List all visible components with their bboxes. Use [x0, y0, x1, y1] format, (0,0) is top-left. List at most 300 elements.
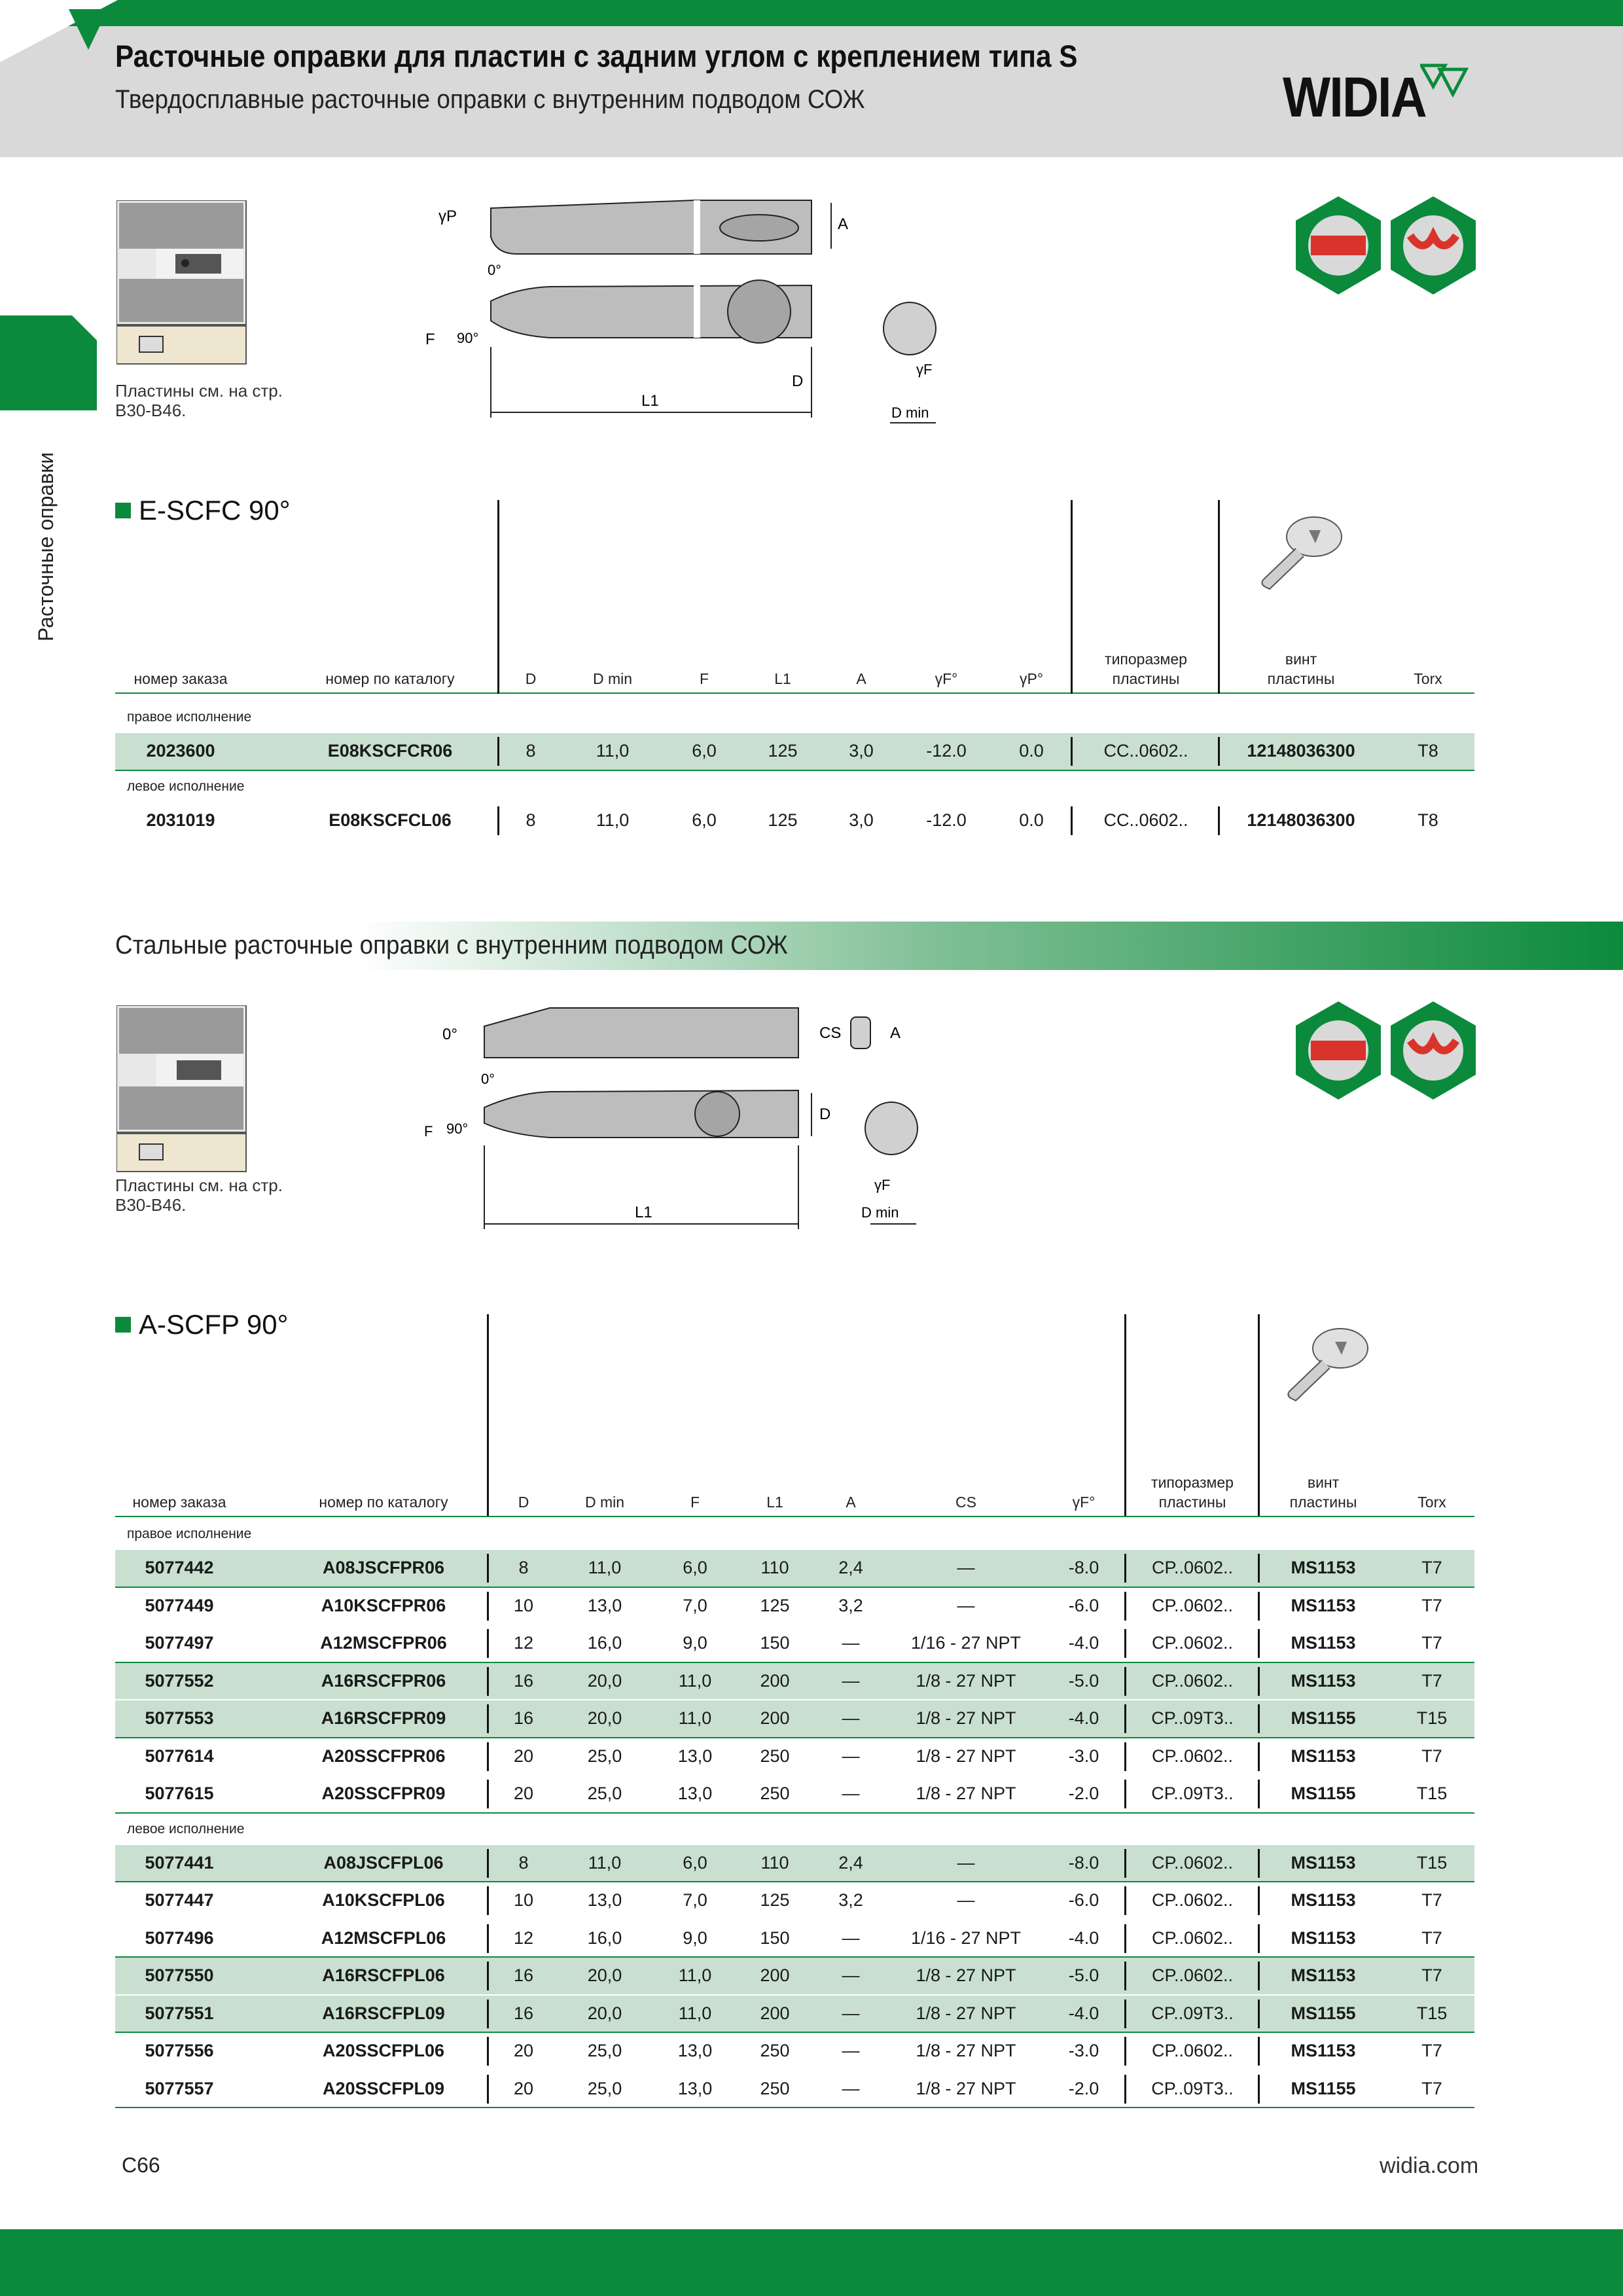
cell-cs: 1/8 - 27 NPT	[916, 2003, 1016, 2023]
table-header	[115, 648, 1474, 694]
col-divider	[487, 1962, 489, 1990]
cell-order: 2023600	[146, 741, 215, 761]
col-divider	[1258, 2037, 1260, 2066]
cell-l1: 250	[760, 1746, 790, 1766]
col-insert-size: типоразмер пластины	[1105, 651, 1187, 687]
application-icons-2	[1293, 1001, 1482, 1106]
cell-order: 5077496	[145, 1928, 214, 1948]
cell-order: 5077447	[145, 1890, 214, 1910]
table-header	[115, 1471, 1474, 1517]
label-l1: L1	[635, 1204, 652, 1221]
cell-catalog: A20SSCFPL09	[322, 2078, 445, 2098]
cell-order: 5077442	[145, 1558, 214, 1577]
col-gf: γF°	[935, 670, 958, 687]
col-divider	[1258, 1962, 1260, 1990]
cell-a: 2,4	[838, 1852, 863, 1873]
section1-title-text: E-SCFC 90°	[139, 495, 291, 526]
cell-a: 2,4	[838, 1558, 863, 1577]
cell-dmin: 13,0	[587, 1890, 622, 1910]
cell-torx: T8	[1418, 741, 1438, 761]
label-dmin: D min	[891, 404, 929, 421]
cell-catalog: E08KSCFCR06	[327, 741, 453, 761]
section1-title	[115, 495, 291, 526]
cell-dmin: 25,0	[587, 1746, 622, 1766]
col-divider	[487, 2037, 489, 2066]
cell-l1: 250	[760, 1784, 790, 1803]
cell-torx: T7	[1421, 1558, 1442, 1577]
cell-torx: T15	[1416, 2003, 1448, 2023]
cell-insert: CP..09T3..	[1151, 2003, 1234, 2023]
cell-gf: -3.0	[1068, 2041, 1099, 2060]
col-divider	[1258, 1592, 1260, 1621]
cell-gf: -2.0	[1068, 1784, 1099, 1803]
cell-d: 16	[513, 1670, 534, 1691]
cell-a: —	[842, 1746, 860, 1766]
cell-insert: CP..09T3..	[1151, 1708, 1234, 1728]
cell-a: —	[842, 1928, 860, 1948]
cell-f: 6,0	[692, 741, 717, 761]
cell-cs: —	[957, 1890, 975, 1910]
cell-order: 5077552	[145, 1670, 214, 1691]
cell-f: 11,0	[678, 2003, 712, 2023]
col-divider	[1124, 1886, 1126, 1915]
cell-f: 11,0	[678, 1670, 712, 1691]
cell-gf: -3.0	[1068, 1746, 1099, 1766]
col-divider	[1258, 1554, 1260, 1583]
cell-d: 16	[513, 2003, 534, 2023]
cell-cs: 1/8 - 27 NPT	[916, 1670, 1016, 1691]
table-row	[115, 1625, 1474, 1663]
cell-dmin: 20,0	[587, 1670, 622, 1691]
cell-d: 8	[518, 1558, 529, 1577]
cell-gf: -4.0	[1068, 1633, 1099, 1653]
cell-d: 16	[513, 1708, 534, 1728]
col-divider	[1258, 1667, 1260, 1696]
boring-setup-illustration-1	[116, 200, 247, 365]
cell-dmin: 25,0	[587, 2078, 622, 2098]
cell-torx: T7	[1421, 1890, 1442, 1910]
cell-a: —	[842, 2041, 860, 2060]
cell-f: 11,0	[678, 1965, 712, 1985]
cell-a: —	[842, 1784, 860, 1803]
inserts-note-1	[115, 381, 283, 420]
cell-f: 13,0	[677, 1784, 713, 1803]
cell-d: 10	[513, 1890, 534, 1910]
cell-l1: 200	[760, 1670, 790, 1691]
table-row	[115, 1700, 1474, 1738]
cell-gf: -4.0	[1068, 1708, 1099, 1728]
col-divider	[1218, 806, 1220, 835]
cell-dmin: 16,0	[587, 1633, 622, 1653]
label-0deg: 0°	[488, 262, 502, 278]
cell-l1: 150	[760, 1928, 790, 1948]
cell-cs: 1/8 - 27 NPT	[916, 1965, 1016, 1985]
cell-order: 5077441	[145, 1852, 214, 1873]
table-row	[115, 1588, 1474, 1626]
col-order-number: номер заказа	[134, 670, 228, 687]
table-row	[115, 1958, 1474, 1996]
cell-dmin: 25,0	[587, 1784, 622, 1803]
cell-torx: T7	[1421, 1965, 1442, 1985]
col-divider	[1258, 1742, 1260, 1771]
cell-insert: CP..0602..	[1151, 2041, 1234, 2060]
col-divider	[487, 1780, 489, 1808]
cell-torx: T7	[1421, 2078, 1442, 2098]
table-row	[115, 802, 1474, 840]
label-d: D	[819, 1105, 831, 1123]
cell-cs: 1/8 - 27 NPT	[916, 2041, 1016, 2060]
inserts-note-line2: B30-B46.	[115, 401, 187, 420]
cell-order: 5077551	[145, 2003, 214, 2023]
col-divider	[487, 1924, 489, 1953]
cell-f: 9,0	[683, 1928, 707, 1948]
cell-catalog: A16RSCFPL09	[322, 2003, 445, 2023]
cell-torx: T7	[1421, 1928, 1442, 1948]
cell-a: —	[842, 1708, 860, 1728]
cell-gf: -12.0	[926, 741, 967, 761]
col-gp: γP°	[1019, 670, 1044, 687]
col-divider	[497, 737, 499, 766]
cell-dmin: 11,0	[588, 1852, 622, 1873]
cell-dmin: 20,0	[587, 1708, 622, 1728]
cell-catalog: A16RSCFPR09	[321, 1708, 446, 1728]
col-divider	[1218, 737, 1220, 766]
row-group-label: левое исполнение	[127, 778, 245, 794]
col-catalog-number: номер по каталогу	[325, 670, 455, 687]
label-cs: CS	[819, 1024, 842, 1042]
cell-f: 9,0	[683, 1633, 707, 1653]
cell-cs: 1/8 - 27 NPT	[916, 2078, 1016, 2098]
cell-torx: T15	[1416, 1708, 1448, 1728]
table-row	[115, 2071, 1474, 2109]
col-divider	[1071, 500, 1073, 694]
cell-cs: —	[957, 1595, 975, 1615]
cell-l1: 125	[760, 1595, 790, 1615]
cell-f: 13,0	[677, 2078, 713, 2098]
label-a: A	[838, 215, 849, 233]
cell-gf: -12.0	[926, 810, 967, 830]
cell-cs: 1/16 - 27 NPT	[910, 1928, 1022, 1948]
cell-d: 20	[513, 1746, 534, 1766]
cell-dmin: 20,0	[587, 2003, 622, 2023]
cell-a: —	[842, 1633, 860, 1653]
col-divider	[1258, 1629, 1260, 1658]
label-gf: γF	[874, 1177, 891, 1193]
col-a: A	[856, 670, 866, 687]
insert-screw-icon	[1276, 1322, 1374, 1407]
cell-a: 3,2	[838, 1890, 863, 1910]
label-dmin: D min	[861, 1204, 899, 1221]
cell-insert: CP..09T3..	[1151, 1784, 1234, 1803]
page-title: Расточные оправки для пластин с задним углом с креплением типа S	[115, 39, 1078, 73]
col-insert-size: типоразмер пластины	[1151, 1474, 1234, 1511]
col-divider	[487, 2000, 489, 2028]
cell-d: 12	[513, 1928, 534, 1948]
col-divider	[1124, 1849, 1126, 1878]
cell-f: 13,0	[677, 2041, 713, 2060]
cell-gf: -5.0	[1068, 1670, 1099, 1691]
section-marker-icon	[115, 1317, 131, 1333]
tool-dimension-drawing-1	[419, 190, 955, 439]
cell-dmin: 13,0	[587, 1595, 622, 1615]
cell-insert: CC..0602..	[1103, 810, 1188, 830]
col-divider	[487, 1704, 489, 1733]
cell-catalog: A16RSCFPL06	[322, 1965, 445, 1985]
col-dmin: D min	[592, 670, 633, 687]
side-tab	[0, 315, 97, 410]
cell-a: 3,0	[849, 741, 874, 761]
col-divider	[487, 1314, 489, 1516]
label-90deg: 90°	[457, 330, 479, 346]
application-icons-1	[1293, 196, 1482, 301]
cell-dmin: 16,0	[587, 1928, 622, 1948]
label-l1: L1	[641, 392, 659, 410]
col-divider	[1258, 1704, 1260, 1733]
cell-cs: 1/8 - 27 NPT	[916, 1746, 1016, 1766]
cell-cs: 1/16 - 27 NPT	[910, 1633, 1022, 1653]
cell-l1: 200	[760, 1965, 790, 1985]
cell-insert: CP..0602..	[1151, 1852, 1234, 1873]
label-0deg-2: 0°	[481, 1071, 495, 1087]
cell-a: —	[842, 1965, 860, 1985]
cell-screw: MS1153	[1291, 1928, 1356, 1948]
col-divider	[1124, 1962, 1126, 1990]
table-row	[115, 1845, 1474, 1883]
cell-order: 5077556	[145, 2041, 214, 2060]
inserts-note-line1: Пластины см. на стр.	[115, 381, 283, 401]
col-divider	[1258, 1924, 1260, 1953]
col-l1: L1	[774, 670, 791, 687]
col-insert-screw: винт пластины	[1267, 651, 1335, 687]
section2-title-text: A-SCFP 90°	[139, 1309, 289, 1340]
row-group-label: левое исполнение	[127, 1821, 245, 1837]
cell-screw: MS1155	[1291, 2003, 1356, 2023]
cell-insert: CP..0602..	[1151, 1670, 1234, 1691]
label-d: D	[792, 372, 804, 390]
insert-screw-icon	[1250, 511, 1348, 596]
col-divider	[1124, 1780, 1126, 1808]
cell-gf: -8.0	[1068, 1558, 1099, 1577]
cell-d: 12	[513, 1633, 534, 1653]
table-row	[115, 1996, 1474, 2034]
table-a-scfp-body	[115, 1518, 1474, 2108]
cell-insert: CP..09T3..	[1151, 2078, 1234, 2098]
col-divider	[1124, 2037, 1126, 2066]
cell-screw: MS1153	[1291, 1890, 1356, 1910]
cell-f: 6,0	[692, 810, 717, 830]
cell-dmin: 20,0	[587, 1965, 622, 1985]
col-divider	[1258, 2075, 1260, 2104]
col-divider	[1124, 2000, 1126, 2028]
cell-d: 20	[513, 2041, 534, 2060]
cell-screw: MS1153	[1291, 1633, 1356, 1653]
cell-screw: MS1155	[1291, 1784, 1356, 1803]
col-divider	[487, 1849, 489, 1878]
col-f: F	[690, 1494, 700, 1511]
cell-torx: T15	[1416, 1784, 1448, 1803]
col-divider	[1071, 806, 1073, 835]
col-divider	[1124, 1742, 1126, 1771]
widia-logo: WIDIA	[1283, 66, 1426, 129]
col-l1: L1	[766, 1494, 783, 1511]
col-a: A	[846, 1494, 856, 1511]
table-row	[115, 733, 1474, 771]
cell-gf: -6.0	[1068, 1890, 1099, 1910]
cell-catalog: A12MSCFPL06	[321, 1928, 446, 1948]
boring-setup-illustration-2	[116, 1005, 247, 1173]
table-a-scfp	[115, 1471, 1474, 1517]
cell-l1: 110	[760, 1852, 789, 1873]
col-divider	[487, 2075, 489, 2104]
cell-d: 8	[526, 810, 536, 830]
cell-dmin: 25,0	[587, 2041, 622, 2060]
cell-torx: T7	[1421, 2041, 1442, 2060]
cell-f: 6,0	[683, 1852, 707, 1873]
cell-dmin: 11,0	[588, 1558, 622, 1577]
page-number: C66	[122, 2153, 160, 2177]
table-row	[115, 2033, 1474, 2071]
cell-insert: CC..0602..	[1103, 741, 1188, 761]
cell-catalog: A20SSCFPL06	[322, 2041, 445, 2060]
cell-catalog: A08JSCFPR06	[322, 1558, 445, 1577]
website-link[interactable]: widia.com	[1380, 2153, 1479, 2178]
cell-insert: CP..0602..	[1151, 1633, 1234, 1653]
label-a: A	[890, 1024, 901, 1042]
side-section-label: Расточные оправки	[34, 452, 58, 641]
col-divider	[487, 1629, 489, 1658]
cell-catalog: A10KSCFPR06	[321, 1595, 446, 1615]
col-d: D	[518, 1494, 529, 1511]
col-divider	[1218, 500, 1220, 694]
inserts-note-line2: B30-B46.	[115, 1195, 187, 1215]
cell-screw: MS1153	[1291, 1670, 1356, 1691]
cell-gf: -2.0	[1068, 2078, 1099, 2098]
cell-screw: MS1153	[1291, 2041, 1356, 2060]
page-subtitle: Твердосплавные расточные оправки с внутренним подводом СОЖ	[115, 85, 865, 114]
cell-a: 3,0	[849, 810, 874, 830]
col-gf: γF°	[1072, 1494, 1096, 1511]
col-divider	[487, 1667, 489, 1696]
cell-cs: —	[957, 1852, 975, 1873]
cell-order: 5077553	[145, 1708, 214, 1728]
cell-screw: 12148036300	[1247, 741, 1355, 761]
cell-insert: CP..0602..	[1151, 1890, 1234, 1910]
cell-gf: -4.0	[1068, 2003, 1099, 2023]
section-marker-icon	[115, 503, 131, 518]
col-divider	[487, 1554, 489, 1583]
cell-d: 8	[526, 741, 536, 761]
cell-cs: —	[957, 1558, 975, 1577]
cell-l1: 200	[760, 1708, 790, 1728]
col-divider	[1124, 1704, 1126, 1733]
col-insert-screw: винт пластины	[1289, 1474, 1357, 1511]
cell-f: 11,0	[678, 1708, 712, 1728]
cell-gp: 0.0	[1019, 810, 1044, 830]
row-group-label: правое исполнение	[127, 709, 252, 725]
band-title: Стальные расточные оправки с внутренним подводом СОЖ	[115, 931, 788, 960]
col-divider	[1071, 737, 1073, 766]
cell-l1: 110	[760, 1558, 789, 1577]
col-divider	[487, 1742, 489, 1771]
cell-l1: 125	[768, 741, 798, 761]
cell-gf: -8.0	[1068, 1852, 1099, 1873]
table-row	[115, 1663, 1474, 1701]
cell-order: 5077449	[145, 1595, 214, 1615]
cell-f: 6,0	[683, 1558, 707, 1577]
col-divider	[1258, 1849, 1260, 1878]
cell-f: 7,0	[683, 1595, 707, 1615]
col-divider	[1124, 1629, 1126, 1658]
col-divider	[1124, 1667, 1126, 1696]
col-divider	[1124, 1592, 1126, 1621]
cell-a: —	[842, 2003, 860, 2023]
cell-catalog: A08JSCFPL06	[323, 1852, 444, 1873]
cell-screw: MS1155	[1291, 1708, 1356, 1728]
cell-order: 5077497	[145, 1633, 214, 1653]
cell-d: 8	[518, 1852, 529, 1873]
col-divider	[1124, 1554, 1126, 1583]
cell-torx: T15	[1416, 1852, 1448, 1873]
table-row	[115, 1882, 1474, 1920]
cell-screw: MS1153	[1291, 1965, 1356, 1985]
top-green-bar	[0, 0, 1623, 26]
label-gp: γP	[438, 207, 457, 225]
col-divider	[487, 1886, 489, 1915]
cell-screw: 12148036300	[1247, 810, 1355, 830]
cell-screw: MS1153	[1291, 1558, 1356, 1577]
col-divider	[1258, 1314, 1260, 1516]
cell-catalog: A20SSCFPR09	[321, 1784, 446, 1803]
inserts-note-2	[115, 1175, 283, 1215]
col-divider	[1124, 1314, 1126, 1516]
cell-a: 3,2	[838, 1595, 863, 1615]
cell-l1: 250	[760, 2041, 790, 2060]
inserts-note-line1: Пластины см. на стр.	[115, 1175, 283, 1195]
label-gf: γF	[916, 361, 933, 378]
table-row	[115, 1776, 1474, 1814]
cell-dmin: 11,0	[596, 810, 630, 830]
table-e-scfc-body	[115, 702, 1474, 840]
cell-l1: 125	[768, 810, 798, 830]
cell-order: 2031019	[146, 810, 215, 830]
corner-triangle-icon	[69, 9, 108, 55]
cell-screw: MS1155	[1291, 2078, 1356, 2098]
cell-catalog: E08KSCFCL06	[329, 810, 452, 830]
cell-l1: 125	[760, 1890, 790, 1910]
col-divider	[497, 806, 499, 835]
cell-dmin: 11,0	[596, 741, 630, 761]
cell-catalog: A12MSCFPR06	[320, 1633, 447, 1653]
section2-title	[115, 1309, 288, 1340]
cell-cs: 1/8 - 27 NPT	[916, 1708, 1016, 1728]
col-divider	[487, 1592, 489, 1621]
cell-order: 5077557	[145, 2078, 214, 2098]
col-divider	[1124, 2075, 1126, 2104]
widia-logo-mark-icon	[1420, 60, 1472, 106]
cell-d: 16	[513, 1965, 534, 1985]
cell-a: —	[842, 2078, 860, 2098]
cell-d: 20	[513, 2078, 534, 2098]
row-group-label: правое исполнение	[127, 1526, 252, 1541]
label-f: F	[425, 331, 435, 348]
cell-f: 7,0	[683, 1890, 707, 1910]
cell-screw: MS1153	[1291, 1852, 1356, 1873]
label-90deg: 90°	[446, 1121, 469, 1137]
cell-order: 5077615	[145, 1784, 214, 1803]
cell-catalog: A10KSCFPL06	[322, 1890, 445, 1910]
cell-screw: MS1153	[1291, 1595, 1356, 1615]
cell-order: 5077614	[145, 1746, 214, 1766]
